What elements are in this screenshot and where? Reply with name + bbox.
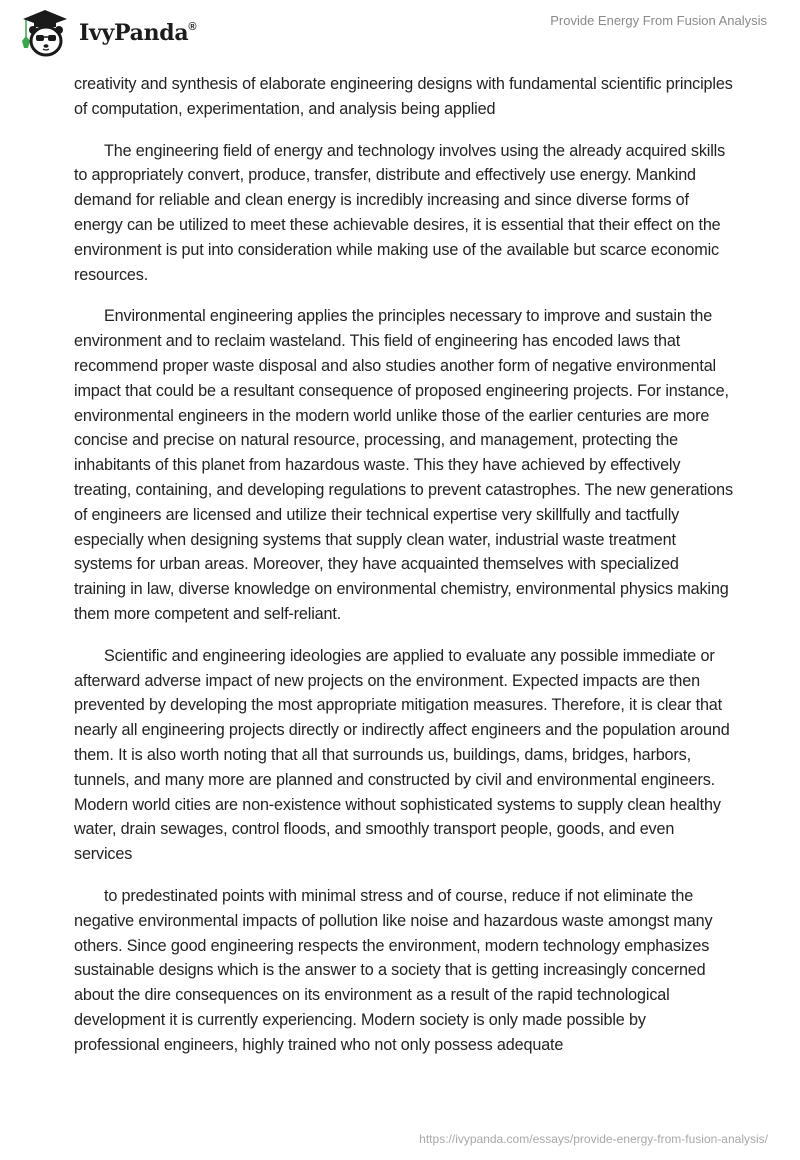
paragraph: creativity and synthesis of elaborate engineering designs with fundamental scientific principles of computation, experimentation, and analysis being applied (74, 75, 733, 118)
brand-logo[interactable] (17, 8, 196, 58)
panda-graduate-icon (17, 8, 73, 58)
paragraph: to predestinated points with minimal stress and of course, reduce if not eliminate the negative environmental impacts of pollution like noise and hazardous waste amongst many others. Since good engineering respects the environment, modern technology emphasizes sustainable designs which is the answer to a society that is getting increasingly concerned about the dire consequences on its environment as a result of the rapid technological development it is currently experiencing. Modern society is only made possible by professional engineers, highly trained who not only possess adequate (74, 886, 713, 1054)
document-title: Provide Energy From Fusion Analysis (550, 13, 767, 28)
page-header (0, 0, 800, 60)
paragraph: Scientific and engineering ideologies are applied to evaluate any possible immediate or afterward adverse impact of new projects on the environment. Expected impacts are then prevented by developing the most appropriate mitigation measures. Therefore, it is clear that nearly all engineering projects directly or indirectly affect engineers and the population around them. It is also worth noting that all that surrounds us, buildings, dams, bridges, harbors, tunnels, and many more are planned and constructed by civil and environmental engineers. Modern world cities are non-existence without sophisticated systems to supply clean healthy water, drain sewages, control floods, and smoothly transport people, goods, and even services (74, 646, 730, 864)
paragraph: The engineering field of energy and technology involves using the already acquired skills to appropriately convert, produce, transfer, distribute and effectively use energy. Mankind demand for reliable and clean energy is incredibly increasing and since diverse forms of energy can be utilized to meet these achievable desires, it is essential that their effect on the environment is put into consideration while making use of the available but scarce economic resources. (74, 141, 726, 284)
source-url[interactable]: https://ivypanda.com/essays/provide-energy-from-fusion-analysis/ (419, 1132, 768, 1146)
brand-name: IvyPanda® (79, 20, 197, 46)
essay-body (74, 72, 734, 1074)
paragraph: Environmental engineering applies the principles necessary to improve and sustain the environment and to reclaim wasteland. This field of engineering has encoded laws that recommend proper waste disposal and also studies another form of negative environmental impact that could be a resultant consequence of proposed engineering projects. For instance, environmental engineers in the modern world unlike those of the earlier centuries are more concise and precise on natural resource, processing, and management, protecting the inhabitants of this planet from hazardous waste. This they have achieved by effectively treating, containing, and developing regulations to prevent catastrophes. The new generations of engineers are licensed and utilize their technical expertise very skillfully and tactfully especially when designing systems that supply clean water, industrial waste treatment systems for urban areas. Moreover, they have acquainted themselves with specialized training in law, diverse knowledge on environmental chemistry, environmental physics making them more competent and self-reliant. (74, 307, 733, 623)
